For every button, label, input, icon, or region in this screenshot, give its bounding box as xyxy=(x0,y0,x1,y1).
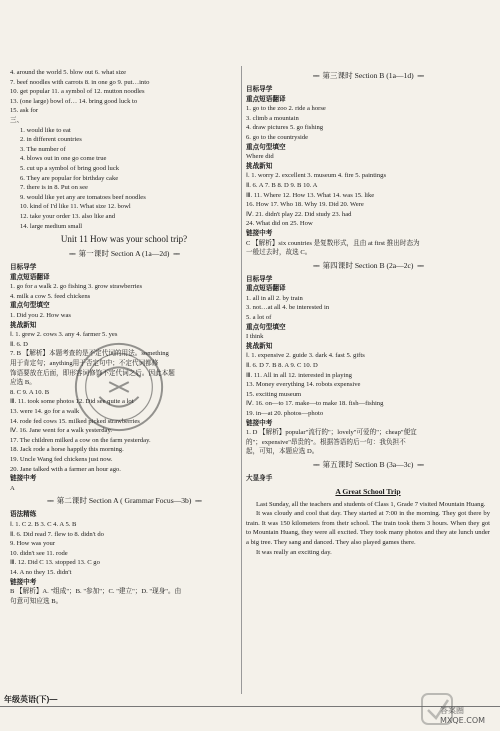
answer-line: It was cloudy and cool that day. They started at 7:00 in the morning. They got there by train. It was 150 kilometers from their school. The train took them 3 hours. When they got to Mountain Huang, they were all excited. They took many photos and they ate lunch under a big tree. They sang and danced. They also played games there. xyxy=(246,510,490,546)
answer-line: 24. What did on 25. How xyxy=(246,220,313,228)
answer-line: Ⅲ. 11. took some photos 12. Did see quite a lot xyxy=(10,398,134,406)
answer-line: 13. Money everything 14. robots expensive xyxy=(246,381,361,389)
lesson-4-challenge-answers xyxy=(246,351,490,418)
lesson-1-phrase-heading: 重点短语翻译 xyxy=(10,273,50,281)
answer-line: 9. How was your xyxy=(10,540,56,548)
answer-line: 1. Did you 2. How was xyxy=(10,312,71,320)
answer-line: Ⅰ. 1. grew 2. cows 3. any 4. farmer 5. yes xyxy=(10,331,118,339)
answer-line: Last Sunday, all the teachers and students of Class 1, Grade 7 visited Mountain Huang. xyxy=(256,500,486,508)
answer-line: Ⅰ. 1. worry 2. excellent 3. museum 4. fire 5. paintings xyxy=(246,172,387,180)
answer-line: 10. kind of I'd like 11. What size 12. bowl xyxy=(20,203,131,211)
lesson-3-exam-link-answer xyxy=(246,239,490,258)
answer-line: Ⅲ. 12. Did C 13. stopped 13. C go xyxy=(10,559,100,567)
answer-line: 15. ask for xyxy=(10,107,39,115)
answer-line: 1. would like to eat xyxy=(20,126,71,134)
answer-line: 6. They are popular for birthday cake xyxy=(20,174,119,182)
answer-line: 4. milk a cow 5. feed chickens xyxy=(10,292,91,300)
lesson-4-exam-link-answer xyxy=(246,428,490,457)
answer-line: 14. large medium small xyxy=(20,222,83,230)
section-three-label: 三、 xyxy=(10,116,24,124)
answer-line: 5. cut up a symbol of bring good luck xyxy=(20,164,120,172)
answer-line: 1. all in all 2. by train xyxy=(246,294,303,302)
lesson-3-goal-heading: 目标导学 xyxy=(246,86,273,93)
unit-title: Unit 11 How was your school trip? xyxy=(60,234,188,245)
answer-line: 7. beef noodles with carrots 8. in one go 9. put…into xyxy=(10,78,150,86)
lesson-1-goal-heading: 目标导学 xyxy=(10,264,37,272)
answer-line: 起，可知，本题应选 D。 xyxy=(246,448,319,456)
lesson-4-challenge-heading: 挑战新知 xyxy=(246,342,273,350)
answer-line: 8. C 9. A 10. B xyxy=(10,388,50,396)
answer-line: 13. (one large) bowl of… 14. bring good luck to xyxy=(10,97,138,105)
answer-line: 5. a lot of xyxy=(246,314,272,322)
answer-line: 句意可知应选 B。 xyxy=(10,597,63,605)
answer-line: 12. take your order 13. also like and xyxy=(20,212,116,220)
lesson-2-answers xyxy=(10,520,238,578)
answer-line: Ⅳ. 21. didn't play 22. Did study 23. had xyxy=(246,210,352,218)
lesson-1-phrases xyxy=(10,282,238,301)
answer-line: 3. climb a mountain xyxy=(246,114,299,122)
answer-line: 6. go to the countryside xyxy=(246,133,309,141)
answer-line: 14. rode fed cows 15. milked picked strawberries xyxy=(10,417,140,425)
lesson-5-heading: 大显身手 xyxy=(246,474,273,482)
lesson-4-sentences xyxy=(246,332,490,342)
answer-line: 7. there is in 8. Put on see xyxy=(20,184,88,192)
page-footer: 年级英语(下)— xyxy=(4,695,58,704)
answer-line: 的"；expensive"昂贵的"。根据答语的后一句：我负担不 xyxy=(246,438,406,446)
lesson-3-challenge-answers xyxy=(246,171,490,229)
answer-line: Ⅱ. 6. D 7. B 8. A 9. C 10. D xyxy=(246,362,318,370)
answer-line: 1. D 【解析】popular"流行的"；lovely"可爱的"；cheap"便宜 xyxy=(246,429,417,437)
answer-line: I think xyxy=(246,333,264,341)
ink-stamp-icon xyxy=(70,338,168,436)
answer-line: Where did xyxy=(246,153,274,161)
lesson-4-title: ━━ 第四课时 Section B (2a—2c) ━━ xyxy=(246,260,490,273)
answer-line: 19. in—at 20. photos—photo xyxy=(246,410,324,417)
lesson-3-title: ━━ 第三课时 Section B (1a—1d) ━━ xyxy=(246,70,490,83)
lesson-3-phrase-heading: 重点短语翻译 xyxy=(246,95,286,103)
lesson-3-sentence-heading: 重点句型填空 xyxy=(246,143,286,151)
lesson-1-challenge-heading: 挑战新知 xyxy=(10,321,37,329)
answer-line: 一般过去时，故选 C。 xyxy=(246,249,312,257)
lesson-4-goal-heading: 目标导学 xyxy=(246,275,273,283)
answer-line: 20. Jane talked with a farmer an hour ago. xyxy=(10,465,121,473)
lesson-2-exam-link-heading: 链接中考 xyxy=(10,578,37,586)
answer-line: 饰语要放在后面，即形容词修饰不定代词之后。因此本题 xyxy=(10,369,175,377)
answer-line: Ⅰ. 1. expensive 2. guide 3. dark 4. fast 5. gifts xyxy=(246,352,365,360)
lesson-1-title: ━━ 第一课时 Section A (1a—2d) ━━ xyxy=(10,248,238,261)
lesson-4-phrases xyxy=(246,294,490,323)
watermark-text: 答案圈 MXQE.COM xyxy=(440,706,486,725)
answer-line: 19. Uncle Wang fed chickens just now. xyxy=(10,455,113,463)
article-title: A Great School Trip xyxy=(335,486,401,496)
right-column xyxy=(246,68,490,557)
answer-line: 4. around the world 5. blow out 6. what size xyxy=(10,69,127,76)
answer-line: It was really an exciting day. xyxy=(256,548,332,556)
answer-line: B 【解析】A. "组成"；B. "参加"；C. "建立"；D. "现身"。由 xyxy=(10,588,182,596)
answer-line: 7. B 【解析】本题考查的是不定代词的用法。something xyxy=(10,350,169,358)
answer-line: 16. How 17. Who 18. Why 19. Did 20. Were xyxy=(246,201,364,209)
lesson-1-exam-link-heading: 链接中考 xyxy=(10,475,37,483)
lesson-4-phrase-heading: 重点短语翻译 xyxy=(246,285,286,293)
section-three-answers xyxy=(10,126,238,232)
lesson-3-challenge-heading: 挑战新知 xyxy=(246,162,273,170)
answer-line: 4. blows out in one go come true xyxy=(20,155,107,163)
answer-line: Ⅱ. 6. A 7. B 8. D 9. B 10. A xyxy=(246,181,318,189)
answer-line: 3. not…at all 4. be interested in xyxy=(246,304,330,312)
answer-line: 17. The children milked a cow on the farm yesterday. xyxy=(10,436,151,444)
vocab-answers xyxy=(10,68,238,116)
answer-line: Ⅱ. 6. D xyxy=(10,340,28,348)
lesson-4-exam-link-heading: 链接中考 xyxy=(246,419,273,427)
answer-line: Ⅱ. 6. Did read 7. flew to 8. didn't do xyxy=(10,530,104,538)
column-divider xyxy=(241,66,242,694)
answer-line: 应选 B。 xyxy=(10,379,36,387)
answer-line: Ⅲ. 11. All in all 12. interested in playing xyxy=(246,371,352,379)
answer-line: 1. go for a walk 2. go fishing 3. grow strawberries xyxy=(10,283,143,291)
answer-line: Ⅲ. 11. Where 12. How 13. What 14. was 15. like xyxy=(246,191,375,199)
lesson-1-sentence-heading: 重点句型填空 xyxy=(10,302,50,310)
lesson-1-exam-link-answer: A xyxy=(10,484,15,492)
lesson-5-title: ━━ 第五课时 Section B (3a—3c) ━━ xyxy=(246,459,490,472)
article-body xyxy=(246,500,490,558)
answer-line: 14. A no they 15. didn't xyxy=(10,568,72,576)
lesson-3-phrases xyxy=(246,104,490,142)
answer-line: 9. would like yet any are tomatoes beef noodles xyxy=(20,193,146,201)
answer-line: 18. Jack rode a horse happily this morning. xyxy=(10,446,124,454)
answer-line: C 【解析】six countries 是复数形式，且由 at first 推出时态为 xyxy=(246,239,420,247)
answer-line: 用于肯定句；anything用于否定句中；不定代词都修 xyxy=(10,360,159,368)
answer-line: 3. The number of xyxy=(20,145,66,153)
answer-line: Ⅳ. 16. Jane went for a walk yesterday. xyxy=(10,427,112,435)
answer-line: 1. go to the zoo 2. ride a horse xyxy=(246,105,326,113)
answer-line: 10. didn't see 11. rode xyxy=(10,549,68,557)
answer-line: 15. exciting museum xyxy=(246,390,302,398)
lesson-4-sentence-heading: 重点句型填空 xyxy=(246,323,286,331)
answer-line: Ⅳ. 16. on—to 17. make—to make 18. fish—fishing xyxy=(246,400,384,408)
answer-line: 2. in different countries xyxy=(20,136,82,144)
answer-line: Ⅰ. 1. C 2. B 3. C 4. A 5. B xyxy=(10,520,77,528)
lesson-2-title: ━━ 第二课时 Section A ( Grammar Focus—3b) ━━ xyxy=(10,495,238,508)
lesson-1-sentences xyxy=(10,311,238,321)
lesson-3-exam-link-heading: 链接中考 xyxy=(246,229,273,237)
lesson-2-grammar-heading: 语法精练 xyxy=(10,511,37,519)
lesson-2-exam-link-answer xyxy=(10,587,238,606)
answer-line: 4. draw pictures 5. go fishing xyxy=(246,124,324,132)
lesson-3-sentences xyxy=(246,152,490,162)
answer-line: 10. get popular 11. a symbol of 12. mutton noodles xyxy=(10,88,145,96)
answer-line: 13. were 14. go for a walk xyxy=(10,408,80,415)
